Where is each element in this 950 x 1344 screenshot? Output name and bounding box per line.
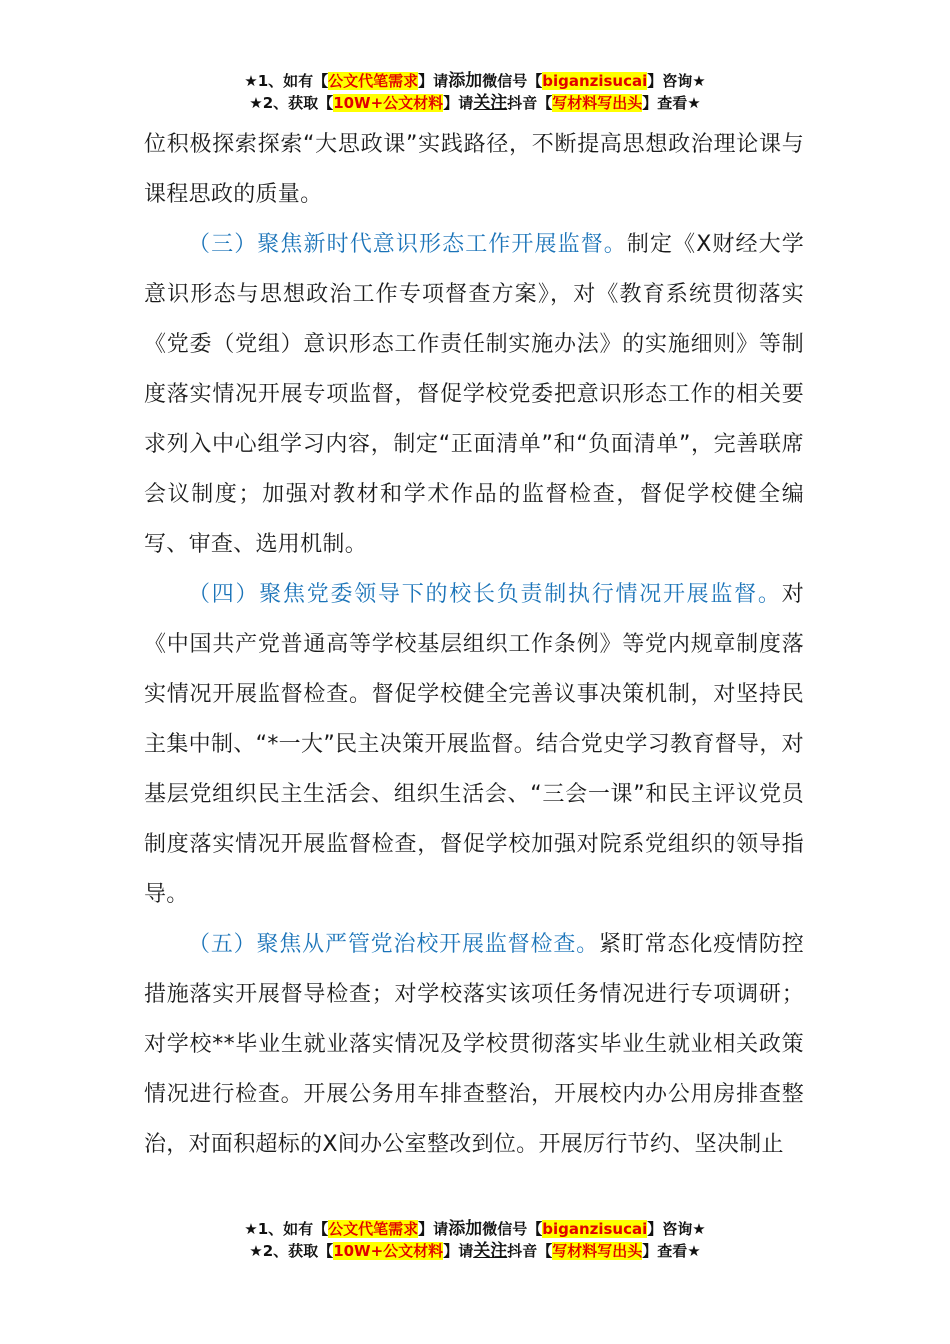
section-4-body: 对《中国共产党普通高等学校基层组织工作条例》等党内规章制度落实情况开展监督检查。督促学校健全完善议事决策机制，对坚持民主集中制、“*一大”民主决策开展监督。结合党史学习教育督导，对基层党组织民主生活会、组织生活会、“三会一课”和民主评议党员制度落实情况开展监督检查，督促学校加强对院系党组织的领导指导。 (144, 582, 804, 907)
banner-l2-suffix: 】查看★ (642, 94, 701, 112)
header-banner (0, 70, 950, 114)
footer-banner (0, 1218, 950, 1262)
banner-line-2 (0, 92, 950, 114)
section-4-heading: （四）聚焦党委领导下的校长负责制执行情况开展监督。 (188, 582, 782, 607)
paragraph-section-4 (144, 570, 804, 920)
section-5-heading: （五）聚焦从严管党治校开展监督检查。 (188, 932, 600, 957)
footer-l2-mid2: 抖音【 (507, 1242, 553, 1260)
footer-l2-highlight-1: 10W+公文材料 (333, 1242, 444, 1260)
banner-l2-mid1: 】请 (443, 94, 474, 112)
footer-l2-mid1: 】请 (443, 1242, 474, 1260)
banner-l2-mid2: 抖音【 (507, 94, 553, 112)
banner-l2-highlight-1: 10W+公文材料 (333, 94, 444, 112)
banner-l1-mid1: 】请 (418, 72, 449, 90)
footer-l1-highlight-2: biganzisucai (542, 1220, 648, 1238)
footer-l1-highlight-1: 公文代笔需求 (328, 1220, 419, 1238)
banner-l1-prefix: ★1、如有【 (244, 72, 329, 90)
paragraph-section-5 (144, 920, 804, 1170)
banner-l1-emphasis: 添加 (448, 71, 483, 91)
section-5-body: 紧盯常态化疫情防控措施落实开展督导检查；对学校落实该项任务情况进行专项调研；对学校**毕业生就业落实情况及学校贯彻落实毕业生就业相关政策情况进行检查。开展公务用车排查整治，开展校内办公用房排查整治，对面积超标的X间办公室整改到位。开展厉行节约、坚决制止 (144, 932, 805, 1157)
banner-l2-emphasis: 关注 (473, 93, 508, 113)
footer-l1-emphasis: 添加 (448, 1219, 483, 1239)
footer-line-1 (0, 1218, 950, 1240)
footer-l2-emphasis: 关注 (473, 1241, 508, 1261)
footer-l2-prefix: ★2、获取【 (249, 1242, 334, 1260)
paragraph-section-3 (144, 220, 804, 570)
footer-line-2 (0, 1240, 950, 1262)
footer-l1-mid2: 微信号【 (482, 1220, 543, 1238)
section-3-body: 制定《X财经大学意识形态与思想政治工作专项督查方案》，对《教育系统贯彻落实《党委（党组）意识形态工作责任制实施办法》的实施细则》等制度落实情况开展专项监督，督促学校党委把意识形态工作的相关要求列入中心组学习内容，制定“正面清单”和“负面清单”，完善联席会议制度；加强对教材和学术作品的监督检查，督促学校健全编写、审查、选用机制。 (144, 232, 804, 557)
footer-l2-highlight-2: 写材料写出头 (552, 1242, 643, 1260)
banner-l1-highlight-2: biganzisucai (542, 72, 648, 90)
banner-l2-prefix: ★2、获取【 (249, 94, 334, 112)
section-3-heading: （三）聚焦新时代意识形态工作开展监督。 (188, 232, 627, 257)
banner-line-1 (0, 70, 950, 92)
footer-l2-suffix: 】查看★ (642, 1242, 701, 1260)
banner-l1-mid2: 微信号【 (482, 72, 543, 90)
document-body (144, 120, 804, 1170)
banner-l1-highlight-1: 公文代笔需求 (328, 72, 419, 90)
footer-l1-prefix: ★1、如有【 (244, 1220, 329, 1238)
banner-l1-suffix: 】咨询★ (647, 72, 706, 90)
footer-l1-suffix: 】咨询★ (647, 1220, 706, 1238)
paragraph-continuation: 位积极探索探索“大思政课”实践路径，不断提高思想政治理论课与课程思政的质量。 (144, 132, 804, 207)
footer-l1-mid1: 】请 (418, 1220, 449, 1238)
banner-l2-highlight-2: 写材料写出头 (552, 94, 643, 112)
